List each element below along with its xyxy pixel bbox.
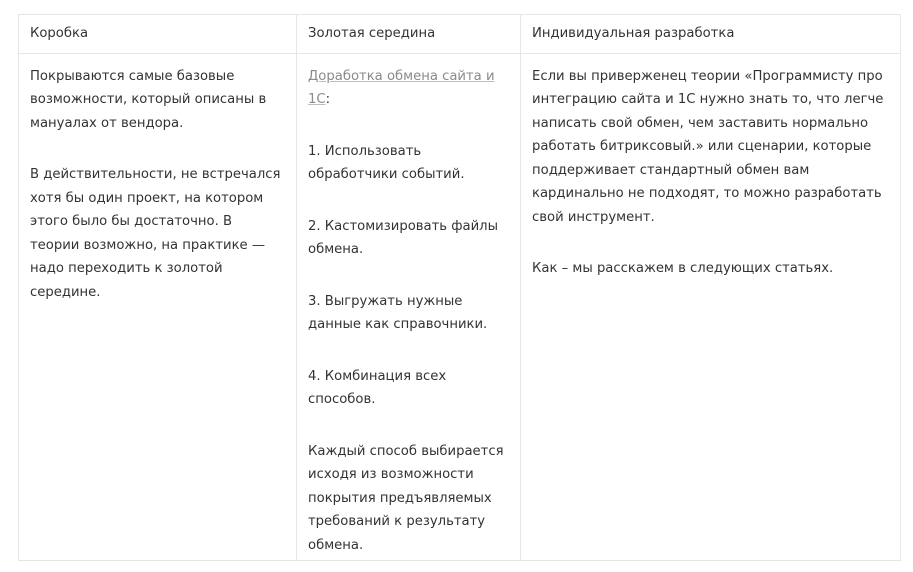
comparison-table bbox=[18, 14, 901, 561]
table-row bbox=[19, 53, 901, 561]
golden-paragraph: 4. Комбинация всех способов. bbox=[308, 368, 447, 407]
header-box: Коробка bbox=[19, 15, 297, 54]
cell-box bbox=[19, 53, 297, 561]
box-paragraph: Покрываются самые базовые возможности, который описаны в мануалах от вендора. bbox=[30, 68, 267, 131]
cell-golden-middle bbox=[297, 53, 521, 561]
custom-paragraph: Если вы приверженец теории «Программисту про интеграцию сайта и 1С нужно знать то, что легче написать свой обмен, чем заставить нормально работать битриксовый.» или сценарии, которые поддерживает стандартный обмен вам кардинально не подходят, то можно разработать свой инструмент. bbox=[532, 68, 884, 225]
golden-link-paragraph bbox=[308, 65, 509, 112]
header-custom-development: Индивидуальная разработка bbox=[521, 15, 901, 54]
golden-paragraph: 3. Выгружать нужные данные как справочники. bbox=[308, 293, 488, 332]
link-suffix: : bbox=[325, 92, 331, 107]
golden-paragraph: 2. Кастомизировать файлы обмена. bbox=[308, 218, 499, 257]
golden-paragraph: Каждый способ выбирается исходя из возможности покрытия предъявляемых требований к результату обмена. bbox=[308, 443, 504, 553]
exchange-improvement-link[interactable]: Доработка обмена сайта и 1С bbox=[308, 68, 495, 107]
golden-paragraph: 1. Использовать обработчики событий. bbox=[308, 143, 465, 182]
table-header-row bbox=[19, 15, 901, 54]
custom-paragraph: Как – мы расскажем в следующих статьях. bbox=[532, 261, 834, 276]
header-golden-middle: Золотая середина bbox=[297, 15, 521, 54]
box-paragraph: В действительности, не встречался хотя бы один проект, на котором этого было бы достаточно. В теории возможно, на практике — надо переходить к золотой середине. bbox=[30, 167, 281, 300]
cell-custom-development bbox=[521, 53, 901, 561]
